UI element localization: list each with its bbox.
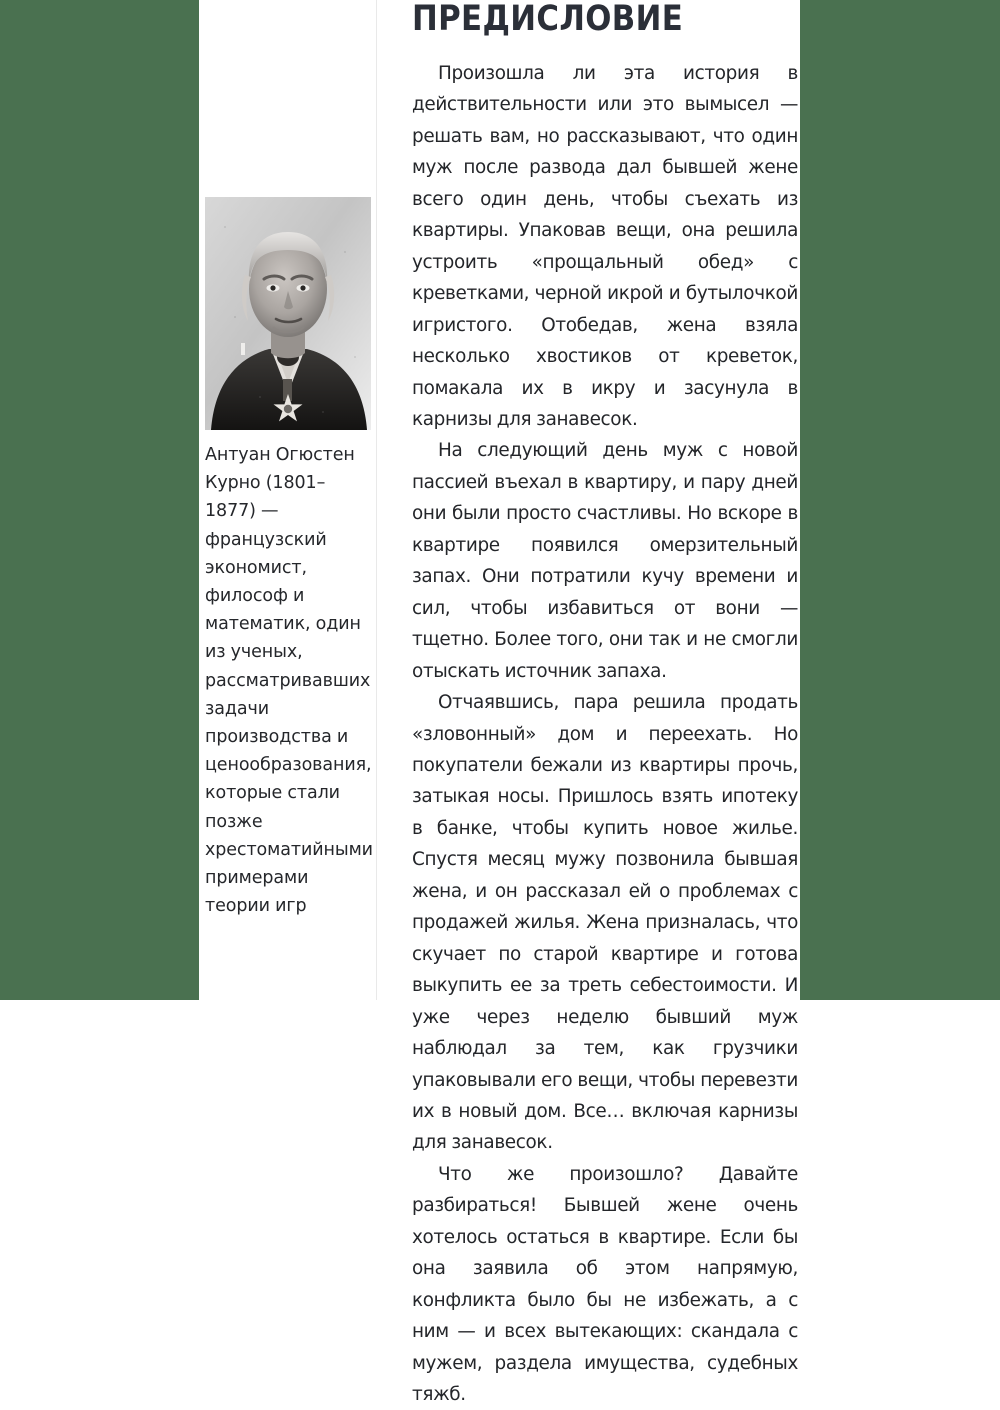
portrait-antoine-augustin-cournot — [205, 197, 371, 430]
page-right-green-band — [800, 0, 1000, 1000]
figure-column — [205, 0, 371, 1000]
figure-caption: Антуан Огюстен Курно (1801–1877) — французский экономист, философ и математик, один из ученых, рассматривавших задачи производства и ценообразования, которые стали позже хрестоматийными примерами теории игр — [205, 445, 373, 917]
paragraph: Что же произошло? Давайте разбираться! Бывшей жене очень хотелось остаться в квартире. Если бы она заявила об этом напрямую, конфликта было бы не избежать, а с ним — и всех вытекающих: скандала с мужем, раздела имущества, судебных тяжб. — [412, 1163, 798, 1406]
paragraph: На следующий день муж с новой пассией въехал в квартиру, и пару дней они были просто счастливы. Но вскоре в квартире появился омерзительный запах. Они потратили кучу времени и сил, чтобы избавиться от вони — тщетно. Более того, они так и не смогли отыскать источник запаха. — [412, 440, 798, 682]
page-left-green-band — [0, 0, 199, 1000]
chapter-title: ПРЕДИСЛОВИЕ — [412, 0, 684, 39]
paragraph: Произошла ли эта история в действительности или это вымысел — решать вам, но рассказывают, что один муж после развода дал бывшей жене всего один день, чтобы съехать из квартиры. Упаковав вещи, она решила устроить «прощальный обед» с креветками, черной икрой и бутылочкой игристого. Отобедав, жена взяла несколько хвостиков от креветок, помакала их в икру и засунула в карнизы для занавесок. — [412, 63, 798, 430]
body-text — [412, 58, 798, 1410]
paragraph: Отчаявшись, пара решила продать «зловонный» дом и переехать. Но покупатели бежали из квартиры прочь, затыкая носы. Пришлось взять ипотеку в банке, чтобы купить новое жилье. Спустя месяц мужу позвонила бывшая жена, и он рассказал ей о проблемах с продажей жилья. Жена призналась, что скучает по старой квартире и готова выкупить ее за треть себестоимости. И уже через неделю бывший муж наблюдал за тем, как грузчики упаковывали его вещи, чтобы перевезти их в новый дом. Все… включая карнизы для занавесок. — [412, 692, 798, 1154]
column-divider-rule — [376, 0, 377, 1000]
main-text-column — [412, 0, 798, 1406]
